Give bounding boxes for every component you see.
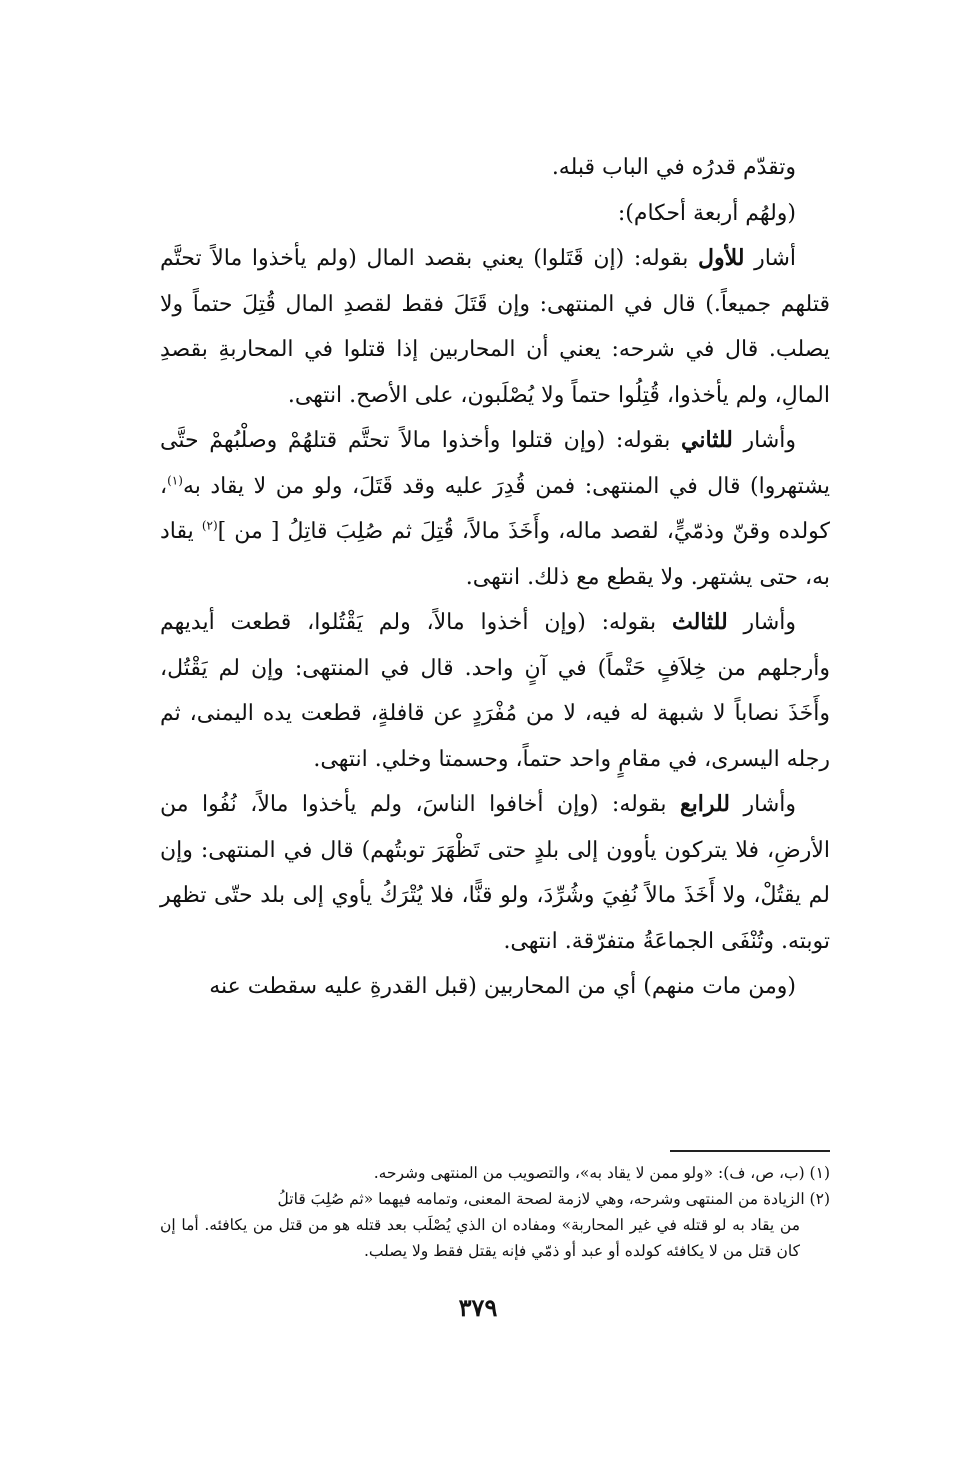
paragraph-7: (ومن مات منهم) أي من المحاربين (قبل القدرةِ عليه سقطت عنه bbox=[209, 974, 796, 999]
paragraph-5-keyword: للثالث bbox=[672, 609, 728, 635]
footnote-ref-1: (١) bbox=[167, 473, 183, 488]
main-text bbox=[160, 145, 830, 1010]
paragraph-6 bbox=[160, 782, 830, 964]
footnote-divider bbox=[670, 1150, 830, 1152]
page-number: ٣٧٩ bbox=[458, 1293, 498, 1322]
paragraph-3-text: بقوله: (إن قَتَلوا) يعني بقصد المال (ولم يأخذوا مالاً تحتَّم قتلهم جميعاً.) قال في المنتهى: وإن قَتَلَ فقط لقصدِ المال قُتِلَ حتماً ولا يصلب. قال في شرحه: يعني أن المحاربين إذا قتلوا في المحاربةِ بقصدِ المالِ، ولم يأخذوا، قُتِلُوا حتماً ولا يُصْلَبون، على الأصح. انتهى. bbox=[160, 246, 830, 408]
paragraph-6-keyword: للرابع bbox=[679, 791, 731, 817]
paragraph-4-keyword: للثاني bbox=[681, 427, 733, 453]
paragraph-4-text-2: ، كولده وقنّ وذمّيٍّ، لقصد ماله، وأَخَذَ مالاً، قُتِلَ ثم صُلِبَ قاتِلُ [ من ] bbox=[160, 473, 831, 544]
paragraph-2: (ولهُم أربعة أحكام): bbox=[617, 200, 796, 226]
paragraph-3-keyword: للأول bbox=[698, 245, 745, 271]
paragraph-6-text: بقوله: (وإن أخافوا الناسَ، ولم يأخذوا مالاً، نُفُوا من الأرضِ، فلا يتركون يأوون إلى بلدٍ حتى تَظْهَرَ توبتُهم) قال في المنتهى: وإن لم يقتُلْ، ولا أَخَذَ مالاً نُفِيَ وشُرِّدَ، ولو قنًّا، فلا يُتْرَكُ يأوي إلى بلد حتّى تظهر توبته. وتُنْفَى الجماعَةُ متفرّقة. انتهى. bbox=[160, 792, 830, 954]
paragraph-4 bbox=[160, 418, 830, 600]
paragraph-6-lead: وأشار bbox=[730, 792, 796, 817]
paragraph-5-text: بقوله: (وإن أخذوا مالاً، ولم يَقْتُلوا، قطعت أيديهم وأرجلهم من خِلاَفٍ حَتْماً) في آنٍ واحد. قال في المنتهى: وإن لم يَقْتُل، وأَخَذَ نصاباً لا شبهة له فيه، لا من مُفْرَدٍ عن قافلةٍ، قطعت يده اليمنى، ثم رجله اليسرى، في مقامٍ واحد حتماً، وحسمتا وخلي. انتهى. bbox=[160, 610, 830, 772]
paragraph-3 bbox=[160, 236, 830, 418]
paragraph-5-lead: وأشار bbox=[727, 610, 796, 635]
footnote-2-continuation: من يقاد به لو قتله في غير المحاربة» ومفاده ان الذي يُصْلَب بعد قتله هو من قتل من يكافئه. أما إن كان قتل من لا يكافئه كولده أو عبد أو ذمّي فإنه يقتل فقط ولا يصلب. bbox=[160, 1216, 800, 1260]
paragraph-5 bbox=[160, 600, 830, 782]
paragraph-4-lead: وأشار bbox=[732, 428, 796, 453]
footnotes bbox=[160, 1160, 830, 1264]
paragraph-4-text-3: يقاد به، حتى يشتهر. ولا يقطع مع ذلك. انتهى. bbox=[160, 519, 830, 590]
footnote-2: (٢) الزيادة من المنتهى وشرحه، وهي لازمة لصحة المعنى، وتمامه فيهما «ثم صُلِبَ قاتلُ bbox=[277, 1190, 830, 1208]
paragraph-3-lead: أشار bbox=[744, 246, 796, 271]
paragraph-1: وتقدّم قدرُه في الباب قبله. bbox=[551, 155, 796, 180]
footnote-ref-2: (٢) bbox=[201, 518, 218, 533]
paragraph-4-text-1: بقوله: (وإن قتلوا وأخذوا مالاً تحتَّم قتلهُمْ وصلْبُهمْ حتَّى يشتهروا) قال في المنتهى: فمن قُدِرَ عليه وقد قَتَلَ، ولو من لا يقاد به bbox=[160, 428, 830, 499]
footnote-1: (١) (ب، ص، ف): «ولو ممن لا يقاد به»، والتصويب من المنتهى وشرحه. bbox=[373, 1164, 830, 1182]
